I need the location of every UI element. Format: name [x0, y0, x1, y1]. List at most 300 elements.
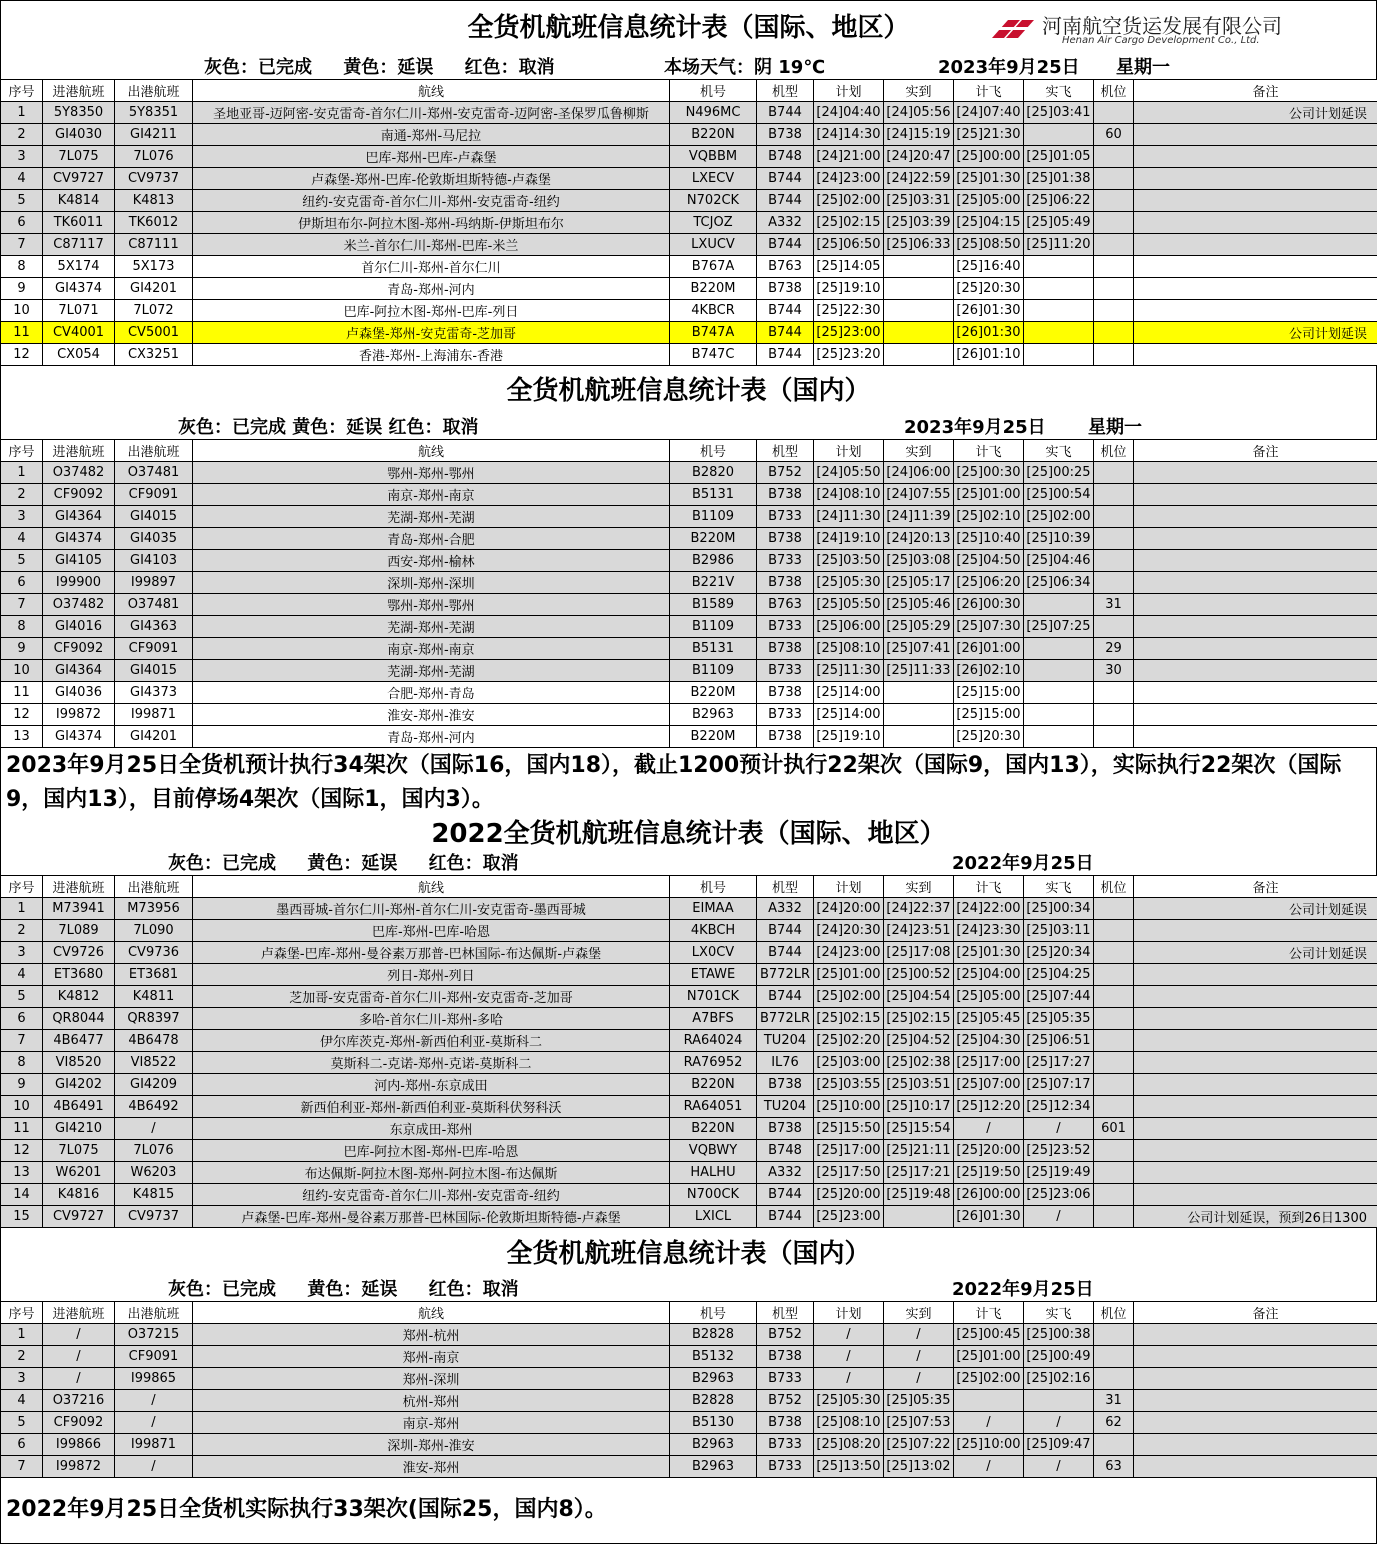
cell-tail-no: A7BFS: [670, 1008, 757, 1030]
cell-stand: 30: [1094, 660, 1134, 682]
cell-actual-arr: [25]02:38: [884, 1052, 954, 1074]
cell-aircraft-type: B733: [757, 506, 814, 528]
cell-actual-dep: [25]00:34: [1024, 898, 1094, 920]
table-row: [1, 550, 1377, 572]
cell-route: 青岛-郑州-河内: [193, 278, 670, 300]
cell-aircraft-type: B744: [757, 300, 814, 322]
cell-sched-dep: /: [954, 1412, 1024, 1434]
cell-sched-arr: [25]03:50: [814, 550, 884, 572]
cell-stand: [1094, 1184, 1134, 1206]
cell-stand: [1094, 1206, 1134, 1228]
cell-remark: [1134, 212, 1377, 234]
cell-sched-dep: [25]07:30: [954, 616, 1024, 638]
cell-actual-dep: [1024, 256, 1094, 278]
cell-out-flight: O37481: [115, 594, 193, 616]
cell-tail-no: 4KBCH: [670, 920, 757, 942]
cell-stand: 601: [1094, 1118, 1134, 1140]
cell-route: 郑州-深圳: [193, 1368, 670, 1390]
cell-seq: 1: [1, 898, 43, 920]
cell-out-flight: W6203: [115, 1162, 193, 1184]
cell-seq: 10: [1, 300, 43, 322]
cell-seq: 3: [1, 506, 43, 528]
cell-sched-dep: [954, 1390, 1024, 1412]
cell-seq: 9: [1, 638, 43, 660]
cell-aircraft-type: B744: [757, 322, 814, 344]
cell-stand: [1094, 146, 1134, 168]
cell-out-flight: I99871: [115, 704, 193, 726]
cell-in-flight: C87117: [43, 234, 115, 256]
cell-actual-arr: [884, 300, 954, 322]
cell-tail-no: B2828: [670, 1324, 757, 1346]
cell-stand: [1094, 256, 1134, 278]
cell-aircraft-type: B763: [757, 256, 814, 278]
cell-route: 巴库-阿拉木图-郑州-巴库-列日: [193, 300, 670, 322]
section-title-domestic-2022: 全货机航班信息统计表（国内）: [506, 1239, 871, 1269]
cell-aircraft-type: B733: [757, 616, 814, 638]
cell-actual-arr: [25]05:29: [884, 616, 954, 638]
report-weekday: 星期一: [1116, 57, 1170, 78]
cell-route: 深圳-郑州-淮安: [193, 1434, 670, 1456]
color-legend: 灰色：已完成 黄色：延误 红色：取消: [204, 57, 555, 78]
cell-seq: 2: [1, 1346, 43, 1368]
cell-actual-arr: [25]15:54: [884, 1118, 954, 1140]
cell-seq: 15: [1, 1206, 43, 1228]
table-row: [1, 1008, 1377, 1030]
cell-sched-arr: [25]10:00: [814, 1096, 884, 1118]
cell-actual-dep: [25]00:25: [1024, 462, 1094, 484]
cell-route: 芜湖-郑州-芜湖: [193, 616, 670, 638]
cell-sched-arr: [24]05:50: [814, 462, 884, 484]
cell-actual-arr: [25]21:11: [884, 1140, 954, 1162]
cell-sched-dep: [26]02:10: [954, 660, 1024, 682]
cell-actual-arr: [25]00:52: [884, 964, 954, 986]
table-row: [1, 506, 1377, 528]
header-aircraft-type: 机型: [757, 80, 814, 102]
cell-sched-arr: [24]23:00: [814, 168, 884, 190]
flight-table-intl-2023: [0, 79, 1377, 366]
table-row: [1, 986, 1377, 1008]
header-remark: 备注: [1134, 80, 1377, 102]
cell-out-flight: GI4373: [115, 682, 193, 704]
cell-out-flight: 5Y8351: [115, 102, 193, 124]
cell-seq: 12: [1, 1140, 43, 1162]
table-row: [1, 300, 1377, 322]
cell-actual-arr: [25]05:35: [884, 1390, 954, 1412]
cell-seq: 9: [1, 1074, 43, 1096]
cell-tail-no: B220M: [670, 528, 757, 550]
cell-aircraft-type: B744: [757, 1184, 814, 1206]
cell-sched-arr: [25]08:10: [814, 638, 884, 660]
cell-route: 墨西哥城-首尔仁川-郑州-首尔仁川-安克雷奇-墨西哥城: [193, 898, 670, 920]
cell-actual-arr: [25]06:33: [884, 234, 954, 256]
cell-sched-arr: [25]06:00: [814, 616, 884, 638]
cell-actual-dep: [1024, 726, 1094, 748]
cell-aircraft-type: B744: [757, 190, 814, 212]
cell-stand: [1094, 964, 1134, 986]
cell-out-flight: CV9737: [115, 168, 193, 190]
cell-seq: 1: [1, 102, 43, 124]
cell-in-flight: GI4030: [43, 124, 115, 146]
cell-tail-no: VQBBM: [670, 146, 757, 168]
cell-seq: 12: [1, 704, 43, 726]
cell-in-flight: VI8520: [43, 1052, 115, 1074]
cell-remark: [1134, 484, 1377, 506]
cell-sched-arr: [25]23:00: [814, 322, 884, 344]
table-row: [1, 616, 1377, 638]
cell-tail-no: B1109: [670, 616, 757, 638]
cell-actual-dep: [1024, 300, 1094, 322]
header-sched-arr: 计划: [814, 876, 884, 898]
cell-out-flight: O37481: [115, 462, 193, 484]
cell-in-flight: M73941: [43, 898, 115, 920]
cell-seq: 4: [1, 1390, 43, 1412]
cell-tail-no: LXICL: [670, 1206, 757, 1228]
cell-in-flight: 4B6477: [43, 1030, 115, 1052]
cell-actual-dep: [1024, 322, 1094, 344]
cell-actual-dep: [25]06:51: [1024, 1030, 1094, 1052]
cell-actual-dep: [25]06:22: [1024, 190, 1094, 212]
cell-actual-dep: [25]20:34: [1024, 942, 1094, 964]
cell-stand: [1094, 278, 1134, 300]
cell-sched-dep: [25]08:50: [954, 234, 1024, 256]
cell-in-flight: TK6011: [43, 212, 115, 234]
cell-route: 卢森堡-巴库-郑州-曼谷素万那普-巴林国际-伦敦斯坦斯特德-卢森堡: [193, 1206, 670, 1228]
cell-in-flight: CF9092: [43, 1412, 115, 1434]
cell-tail-no: B5131: [670, 484, 757, 506]
cell-aircraft-type: B763: [757, 594, 814, 616]
cell-remark: [1134, 550, 1377, 572]
cell-sched-dep: [26]00:30: [954, 594, 1024, 616]
cell-out-flight: M73956: [115, 898, 193, 920]
cell-actual-arr: [25]04:54: [884, 986, 954, 1008]
cell-seq: 10: [1, 1096, 43, 1118]
cell-sched-dep: [26]01:30: [954, 1206, 1024, 1228]
cell-sched-dep: [26]01:30: [954, 300, 1024, 322]
cell-actual-arr: [24]22:37: [884, 898, 954, 920]
cell-actual-dep: [25]07:44: [1024, 986, 1094, 1008]
cell-actual-arr: /: [884, 1368, 954, 1390]
cell-actual-dep: [25]03:11: [1024, 920, 1094, 942]
cell-aircraft-type: TU204: [757, 1096, 814, 1118]
cell-tail-no: B747C: [670, 344, 757, 366]
table-header-row: [1, 80, 1377, 102]
table-row: [1, 102, 1377, 124]
cell-in-flight: I99872: [43, 1456, 115, 1478]
cell-route: 淮安-郑州: [193, 1456, 670, 1478]
cell-sched-dep: [25]01:00: [954, 1346, 1024, 1368]
report-date: 2023年9月25日: [938, 57, 1080, 78]
cell-route: 伊尔库茨克-郑州-新西伯利亚-莫斯科二: [193, 1030, 670, 1052]
header-remark: 备注: [1134, 440, 1377, 462]
cell-route: 巴库-郑州-巴库-哈恩: [193, 920, 670, 942]
header-aircraft-type: 机型: [757, 876, 814, 898]
cell-seq: 3: [1, 942, 43, 964]
table-row: [1, 1162, 1377, 1184]
cell-seq: 4: [1, 964, 43, 986]
cell-tail-no: B2820: [670, 462, 757, 484]
cell-remark: [1134, 1096, 1377, 1118]
cell-actual-dep: [25]09:47: [1024, 1434, 1094, 1456]
summary-2022: 2022年9月25日全货机实际执行33架次(国际25，国内8）。: [6, 1497, 607, 1522]
header-route: 航线: [193, 440, 670, 462]
cell-route: 芜湖-郑州-芜湖: [193, 660, 670, 682]
cell-remark: [1134, 146, 1377, 168]
cell-actual-dep: [25]03:41: [1024, 102, 1094, 124]
header-actual-arr: 实到: [884, 876, 954, 898]
cell-actual-dep: [25]00:49: [1024, 1346, 1094, 1368]
cell-seq: 8: [1, 256, 43, 278]
cell-tail-no: B220M: [670, 278, 757, 300]
cell-stand: [1094, 1324, 1134, 1346]
cell-actual-arr: [884, 256, 954, 278]
cell-out-flight: GI4015: [115, 660, 193, 682]
cell-in-flight: GI4364: [43, 506, 115, 528]
cell-actual-dep: [25]04:46: [1024, 550, 1094, 572]
cell-sched-dep: [25]15:00: [954, 682, 1024, 704]
cell-seq: 10: [1, 660, 43, 682]
cell-aircraft-type: B752: [757, 462, 814, 484]
cell-tail-no: HALHU: [670, 1162, 757, 1184]
header-stand: 机位: [1094, 1302, 1134, 1324]
cell-remark: [1134, 594, 1377, 616]
cell-out-flight: VI8522: [115, 1052, 193, 1074]
cell-stand: [1094, 1140, 1134, 1162]
cell-seq: 5: [1, 550, 43, 572]
cell-remark: [1134, 168, 1377, 190]
cell-aircraft-type: B738: [757, 484, 814, 506]
table-row: [1, 256, 1377, 278]
cell-actual-arr: [24]15:19: [884, 124, 954, 146]
cell-stand: [1094, 1096, 1134, 1118]
cell-sched-arr: [25]14:00: [814, 704, 884, 726]
cell-stand: [1094, 1368, 1134, 1390]
table-row: [1, 1324, 1377, 1346]
cell-aircraft-type: IL76: [757, 1052, 814, 1074]
logo-company-name-en: Henan Air Cargo Development Co., Ltd.: [1062, 35, 1260, 46]
cell-sched-dep: [25]04:30: [954, 1030, 1024, 1052]
cell-actual-arr: [24]11:39: [884, 506, 954, 528]
cell-sched-dep: [25]01:30: [954, 942, 1024, 964]
cell-stand: [1094, 1052, 1134, 1074]
cell-remark: [1134, 572, 1377, 594]
cell-aircraft-type: B738: [757, 572, 814, 594]
cell-in-flight: CV9727: [43, 168, 115, 190]
cell-sched-arr: [25]05:30: [814, 572, 884, 594]
cell-route: 南京-郑州-南京: [193, 638, 670, 660]
cell-seq: 11: [1, 322, 43, 344]
cell-sched-arr: [25]17:00: [814, 1140, 884, 1162]
cell-tail-no: B2963: [670, 1456, 757, 1478]
cell-route: 纽约-安克雷奇-首尔仁川-郑州-安克雷奇-纽约: [193, 1184, 670, 1206]
table-header-row: [1, 1302, 1377, 1324]
cell-in-flight: GI4374: [43, 726, 115, 748]
cell-remark: [1134, 1412, 1377, 1434]
cell-in-flight: /: [43, 1368, 115, 1390]
cell-stand: [1094, 168, 1134, 190]
cell-sched-arr: [25]02:00: [814, 986, 884, 1008]
cell-route: 纽约-安克雷奇-首尔仁川-郑州-安克雷奇-纽约: [193, 190, 670, 212]
cell-seq: 6: [1, 212, 43, 234]
cell-actual-arr: /: [884, 1324, 954, 1346]
cell-aircraft-type: B752: [757, 1324, 814, 1346]
cell-remark: [1134, 638, 1377, 660]
cell-seq: 1: [1, 462, 43, 484]
header-aircraft-type: 机型: [757, 440, 814, 462]
table-row: [1, 1096, 1377, 1118]
cell-out-flight: 7L076: [115, 1140, 193, 1162]
cell-sched-arr: [25]15:50: [814, 1118, 884, 1140]
table-row: [1, 212, 1377, 234]
header-sched-dep: 计飞: [954, 876, 1024, 898]
cell-actual-arr: [25]07:41: [884, 638, 954, 660]
cell-remark: 公司计划延误: [1134, 322, 1377, 344]
cell-stand: [1094, 1074, 1134, 1096]
cell-tail-no: N702CK: [670, 190, 757, 212]
cell-aircraft-type: B738: [757, 1118, 814, 1140]
cell-tail-no: RA76952: [670, 1052, 757, 1074]
cell-aircraft-type: B738: [757, 528, 814, 550]
cell-sched-arr: [25]23:20: [814, 344, 884, 366]
cell-tail-no: B2986: [670, 550, 757, 572]
header-sched-arr: 计划: [814, 1302, 884, 1324]
table-row: [1, 1118, 1377, 1140]
cell-actual-arr: [24]20:13: [884, 528, 954, 550]
cell-seq: 13: [1, 1162, 43, 1184]
cell-seq: 5: [1, 986, 43, 1008]
cell-sched-dep: [25]06:20: [954, 572, 1024, 594]
cell-sched-dep: [25]15:00: [954, 704, 1024, 726]
cell-stand: 31: [1094, 1390, 1134, 1412]
cell-in-flight: O37216: [43, 1390, 115, 1412]
cell-actual-dep: [25]00:38: [1024, 1324, 1094, 1346]
cell-sched-dep: [25]16:40: [954, 256, 1024, 278]
cell-remark: [1134, 1162, 1377, 1184]
cell-tail-no: B2828: [670, 1390, 757, 1412]
cell-remark: [1134, 1346, 1377, 1368]
table-row: [1, 278, 1377, 300]
cell-tail-no: N701CK: [670, 986, 757, 1008]
header-out-flight: 出港航班: [115, 440, 193, 462]
header-tail-no: 机号: [670, 80, 757, 102]
cell-out-flight: I99871: [115, 1434, 193, 1456]
cell-route: 鄂州-郑州-鄂州: [193, 594, 670, 616]
legend-row-domestic-2023: [0, 417, 1377, 439]
cell-remark: [1134, 278, 1377, 300]
table-row: [1, 1346, 1377, 1368]
cell-actual-dep: [25]01:05: [1024, 146, 1094, 168]
cell-sched-dep: [25]04:50: [954, 550, 1024, 572]
cell-aircraft-type: B738: [757, 278, 814, 300]
cell-in-flight: W6201: [43, 1162, 115, 1184]
cell-remark: [1134, 704, 1377, 726]
cell-out-flight: CV9736: [115, 942, 193, 964]
cell-route: 伊斯坦布尔-阿拉木图-郑州-玛纳斯-伊斯坦布尔: [193, 212, 670, 234]
cell-in-flight: GI4036: [43, 682, 115, 704]
cell-tail-no: B220N: [670, 1074, 757, 1096]
cell-actual-arr: /: [884, 1346, 954, 1368]
cell-seq: 12: [1, 344, 43, 366]
cell-in-flight: CV9727: [43, 1206, 115, 1228]
cell-stand: [1094, 322, 1134, 344]
header-sched-arr: 计划: [814, 80, 884, 102]
cell-actual-dep: [25]10:39: [1024, 528, 1094, 550]
cell-sched-arr: [25]22:30: [814, 300, 884, 322]
header-seq: 序号: [1, 876, 43, 898]
cell-aircraft-type: B738: [757, 1412, 814, 1434]
cell-sched-dep: [26]01:30: [954, 322, 1024, 344]
header-actual-arr: 实到: [884, 80, 954, 102]
cell-route: 圣地亚哥-迈阿密-安克雷奇-首尔仁川-郑州-安克雷奇-迈阿密-圣保罗瓜鲁柳斯: [193, 102, 670, 124]
cell-actual-dep: [1024, 638, 1094, 660]
cell-actual-dep: /: [1024, 1206, 1094, 1228]
cell-in-flight: ET3680: [43, 964, 115, 986]
cell-actual-arr: [24]20:47: [884, 146, 954, 168]
cell-actual-dep: [25]19:49: [1024, 1162, 1094, 1184]
cell-sched-arr: [25]02:15: [814, 1008, 884, 1030]
color-legend: 灰色：已完成 黄色：延误 红色：取消: [168, 853, 519, 874]
cell-actual-dep: [1024, 594, 1094, 616]
cell-aircraft-type: B744: [757, 234, 814, 256]
cell-seq: 6: [1, 1008, 43, 1030]
cell-actual-arr: [884, 278, 954, 300]
cell-actual-dep: [25]23:52: [1024, 1140, 1094, 1162]
cell-remark: [1134, 660, 1377, 682]
cell-seq: 2: [1, 124, 43, 146]
cell-in-flight: QR8044: [43, 1008, 115, 1030]
cell-seq: 7: [1, 234, 43, 256]
cell-tail-no: B747A: [670, 322, 757, 344]
cell-aircraft-type: B738: [757, 638, 814, 660]
table-row: [1, 1140, 1377, 1162]
header-in-flight: 进港航班: [43, 1302, 115, 1324]
cell-tail-no: B1109: [670, 660, 757, 682]
cell-actual-arr: [25]17:21: [884, 1162, 954, 1184]
cell-sched-arr: [25]08:20: [814, 1434, 884, 1456]
cell-actual-dep: [25]04:25: [1024, 964, 1094, 986]
cell-seq: 5: [1, 1412, 43, 1434]
cell-tail-no: TCJOZ: [670, 212, 757, 234]
cell-aircraft-type: B733: [757, 1434, 814, 1456]
cell-seq: 7: [1, 1456, 43, 1478]
cell-in-flight: GI4016: [43, 616, 115, 638]
cell-tail-no: N496MC: [670, 102, 757, 124]
header-out-flight: 出港航班: [115, 80, 193, 102]
cell-sched-dep: [26]01:00: [954, 638, 1024, 660]
cell-sched-dep: [25]12:20: [954, 1096, 1024, 1118]
cell-remark: [1134, 1008, 1377, 1030]
cell-sched-arr: [25]23:00: [814, 1206, 884, 1228]
table-header-row: [1, 440, 1377, 462]
cell-out-flight: 7L076: [115, 146, 193, 168]
cell-remark: [1134, 190, 1377, 212]
cell-actual-dep: [25]06:34: [1024, 572, 1094, 594]
cell-in-flight: I99866: [43, 1434, 115, 1456]
cell-remark: [1134, 1052, 1377, 1074]
cell-seq: 6: [1, 1434, 43, 1456]
header-in-flight: 进港航班: [43, 80, 115, 102]
cell-stand: [1094, 1434, 1134, 1456]
cell-stand: [1094, 190, 1134, 212]
cell-tail-no: VQBWY: [670, 1140, 757, 1162]
cell-stand: [1094, 1008, 1134, 1030]
cell-in-flight: 7L089: [43, 920, 115, 942]
cell-remark: [1134, 986, 1377, 1008]
cell-out-flight: /: [115, 1118, 193, 1140]
header-route: 航线: [193, 80, 670, 102]
cell-out-flight: CF9091: [115, 1346, 193, 1368]
cell-stand: [1094, 300, 1134, 322]
cell-actual-dep: [25]01:38: [1024, 168, 1094, 190]
